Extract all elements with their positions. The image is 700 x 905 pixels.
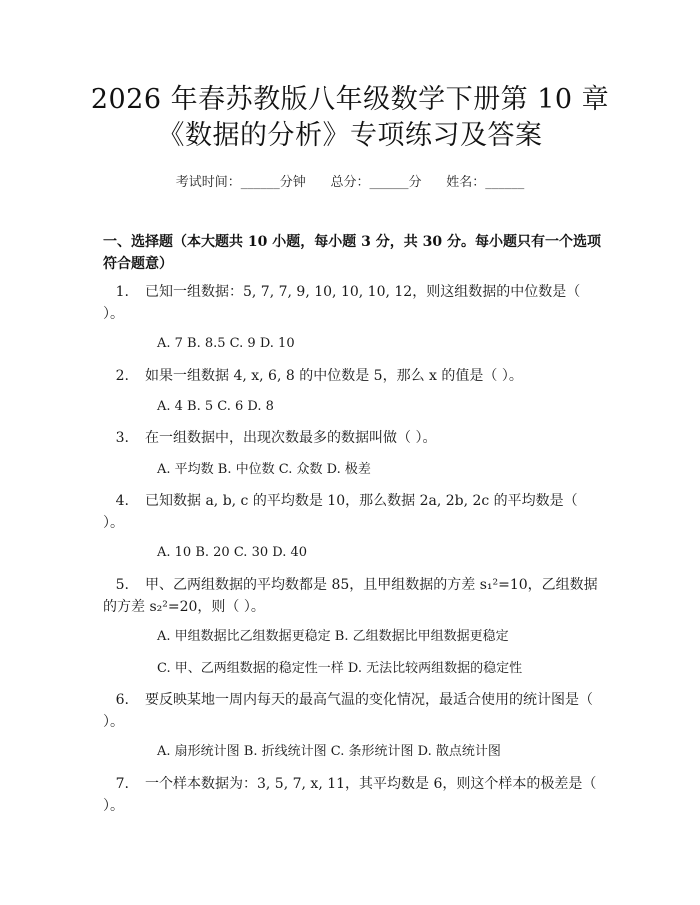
question-text: 甲、乙两组数据的平均数都是 85，且甲组数据的方差 s₁²=10，乙组数据的方差 s₂²=20，则（ ）。	[103, 577, 598, 615]
question-text: 如果一组数据 4, x, 6, 8 的中位数是 5，那么 x 的值是（ ）。	[145, 368, 523, 384]
title-line-1: 2026 年春苏教版八年级数学下册第 10 章	[90, 84, 610, 115]
title-line-2: 《数据的分析》专项练习及答案	[157, 120, 543, 151]
exam-meta: 考试时间：______分钟 总分：______分 姓名：______	[175, 175, 525, 190]
question-4-options: A. 10 B. 20 C. 30 D. 40	[157, 545, 308, 560]
question-6-options: A. 扇形统计图 B. 折线统计图 C. 条形统计图 D. 散点统计图	[157, 744, 501, 759]
question-text: 要反映某地一周内每天的最高气温的变化情况，最适合使用的统计图是（ ）。	[103, 692, 593, 730]
question-4	[103, 490, 603, 534]
question-3	[103, 427, 603, 449]
question-1-options: A. 7 B. 8.5 C. 9 D. 10	[157, 336, 295, 351]
question-number: 3.	[115, 430, 129, 446]
question-6	[103, 689, 603, 733]
question-2	[103, 365, 603, 387]
question-1	[103, 281, 603, 325]
question-text: 在一组数据中，出现次数最多的数据叫做（ ）。	[145, 430, 437, 446]
question-text: 一个样本数据为：3, 5, 7, x, 11，其平均数是 6，则这个样本的极差是（ ）。	[103, 776, 597, 814]
question-text: 已知一组数据：5, 7, 7, 9, 10, 10, 10, 12，则这组数据的中位数是（ ）。	[103, 284, 581, 322]
question-text: 已知数据 a, b, c 的平均数是 10，那么数据 2a, 2b, 2c 的平均数是（ ）。	[103, 493, 578, 531]
question-5	[103, 574, 603, 618]
question-number: 4.	[115, 493, 129, 509]
question-5-options-line-2: C. 甲、乙两组数据的稳定性一样 D. 无法比较两组数据的稳定性	[157, 661, 523, 676]
question-number: 1.	[115, 284, 129, 300]
section-heading: 一、选择题（本大题共 10 小题，每小题 3 分，共 30 分。每小题只有一个选项符合题意）	[103, 234, 601, 272]
question-number: 2.	[115, 368, 129, 384]
question-3-options: A. 平均数 B. 中位数 C. 众数 D. 极差	[157, 462, 371, 477]
question-5-options-line-1: A. 甲组数据比乙组数据更稳定 B. 乙组数据比甲组数据更稳定	[157, 629, 509, 644]
question-number: 5.	[115, 577, 129, 593]
question-number: 6.	[115, 692, 129, 708]
question-7	[103, 773, 603, 817]
question-number: 7.	[115, 776, 129, 792]
question-2-options: A. 4 B. 5 C. 6 D. 8	[157, 399, 274, 414]
